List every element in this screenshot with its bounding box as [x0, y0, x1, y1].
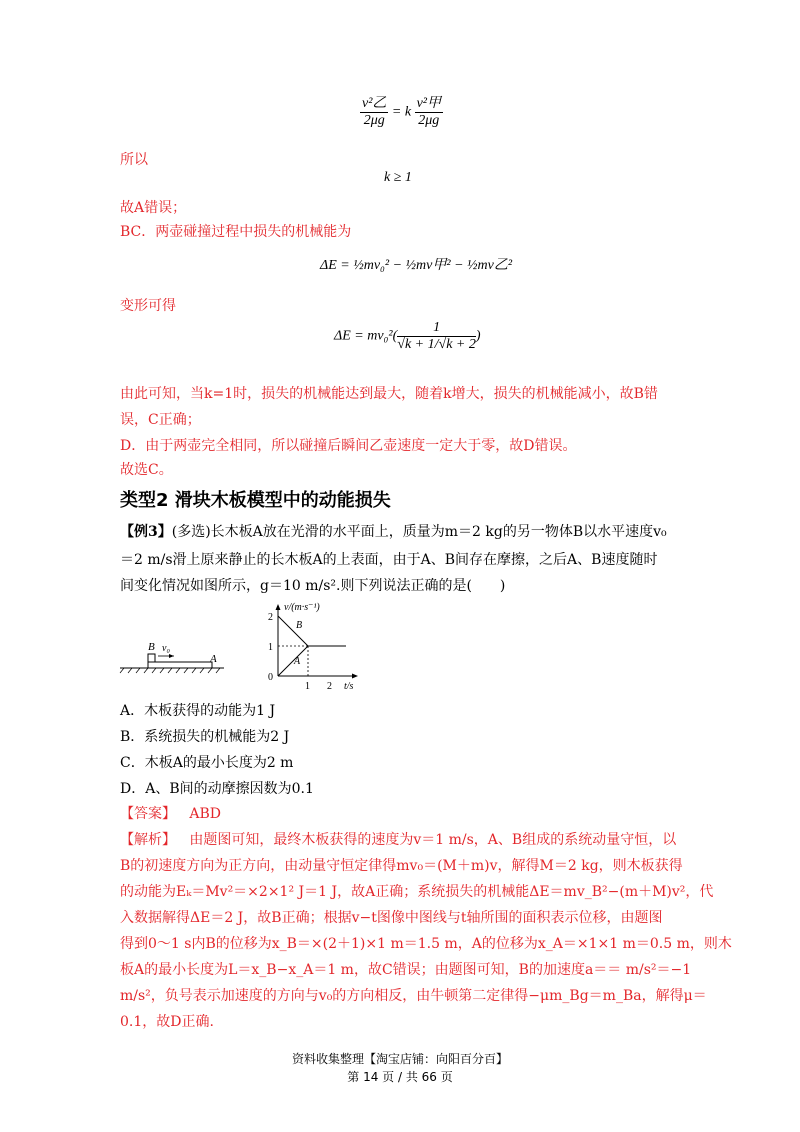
origin-label: 0	[268, 672, 273, 683]
velocity-label: v₀	[162, 643, 170, 654]
curve-a	[278, 646, 308, 676]
analysis-line-7: m/s²，负号表示加速度的方向与v₀的方向相反，由牛顿第二定律得−μm_Bg＝m_Ba，解得μ＝	[120, 988, 707, 1004]
equation-delta-e-transformed	[334, 320, 481, 353]
eq4-suffix: )	[475, 328, 481, 344]
equation-delta-e: ΔE = ½mv₀² − ½mv甲² − ½mv乙²	[320, 258, 513, 273]
curve-b-label: B	[296, 620, 303, 631]
text-conclusion-1: 由此可知，当k=1时，损失的机械能达到最大，随着k增大，损失的机械能减小，故B错	[120, 386, 658, 402]
page-number: 第 14 页 / 共 66 页	[347, 1070, 453, 1084]
section-title: 类型2 滑块木板模型中的动能损失	[120, 490, 391, 511]
eq1-lhs-num: v²乙	[362, 96, 387, 111]
curve-a-label: A	[294, 656, 301, 667]
text-bc-intro: BC．两壶碰撞过程中损失的机械能为	[120, 224, 352, 240]
analysis-text-1: 由题图可知，最终木板获得的速度为v＝1 m/s，A、B组成的系统动量守恒，以	[189, 832, 677, 848]
text-choose-c: 故选C。	[120, 462, 173, 478]
analysis-line-1	[120, 830, 676, 850]
board-a	[148, 662, 212, 668]
analysis-line-8: 0.1，故D正确.	[120, 1014, 214, 1030]
board-a-label: A	[210, 653, 217, 665]
eq4-den: √k + 1/√k + 2	[397, 337, 476, 352]
equation-k-ge-1: k ≥ 1	[384, 170, 412, 185]
eq4-num: 1	[397, 320, 476, 337]
analysis-line-4: 入数据解得ΔE＝2 J，故B正确；根据v−t图像中图线与t轴所围的面积表示位移，由题图	[120, 910, 663, 926]
example-line-3: 间变化情况如图所示，g＝10 m/s².则下列说法正确的是( )	[120, 578, 506, 594]
block-b	[148, 654, 155, 662]
block-b-label: B	[148, 641, 155, 653]
answer-value: ABD	[189, 806, 221, 822]
text-a-wrong: 故A错误；	[120, 200, 187, 216]
eq1-rhs-num: v²甲	[416, 96, 442, 111]
equation-ratio	[360, 96, 443, 129]
answer-tag: 【答案】	[120, 806, 176, 822]
analysis-line-5: 得到0～1 s内B的位移为x_B＝×(2＋1)×1 m＝1.5 m，A的位移为x_A＝×1×1 m＝0.5 m，则木	[120, 936, 732, 952]
option-d: D．A、B间的动摩擦因数为0.1	[120, 781, 314, 797]
ytick-2: 2	[268, 612, 273, 623]
analysis-line-3: 的动能为Eₖ＝Mv²＝×2×1² J＝1 J，故A正确；系统损失的机械能ΔE＝mv_B²−(m＋M)v²，代	[120, 884, 714, 900]
vt-graph	[268, 602, 358, 692]
footer-source: 资料收集整理【淘宝店铺：向阳百分百】	[291, 1052, 508, 1066]
text-suoyi: 所以	[120, 152, 148, 168]
eq1-lhs-den: 2μg	[363, 113, 385, 128]
example-line-2: ＝2 m/s滑上原来静止的长木板A的上表面，由于A、B间存在摩擦，之后A、B速度随时	[120, 552, 658, 568]
x-axis-label: t/s	[344, 681, 354, 692]
analysis-line-6: 板A的最小长度为L＝x_B−x_A＝1 m，故C错误；由题图可知，B的加速度a＝＝ m/s²＝−1	[120, 962, 692, 978]
text-bianxing: 变形可得	[120, 298, 176, 314]
option-c: C．木板A的最小长度为2 m	[120, 755, 294, 771]
example-line-1	[120, 522, 667, 542]
block-board-scene	[120, 641, 224, 673]
analysis-line-2: B的初速度方向为正方向，由动量守恒定律得mv₀＝(M＋m)v，解得M＝2 kg，则木板获得	[120, 858, 683, 874]
eq1-rhs-den: 2μg	[418, 113, 440, 128]
ytick-1: 1	[268, 642, 273, 653]
answer-line	[120, 804, 221, 824]
option-a: A．木板获得的动能为1 J	[120, 703, 276, 719]
problem-figure	[118, 598, 378, 694]
analysis-tag: 【解析】	[120, 832, 176, 848]
text-conclusion-2: 误，C正确；	[120, 412, 201, 428]
eq4-prefix: ΔE = mv₀²(	[334, 328, 398, 344]
example-text-1: (多选)长木板A放在光滑的水平面上，质量为m＝2 kg的另一物体B以水平速度v₀	[171, 524, 667, 540]
eq1-equals-k: = k	[391, 104, 412, 120]
text-option-d-analysis: D．由于两壶完全相同，所以碰撞后瞬间乙壶速度一定大于零，故D错误。	[120, 438, 577, 454]
xtick-1: 1	[305, 681, 310, 692]
option-b: B．系统损失的机械能为2 J	[120, 729, 290, 745]
y-axis-label: v/(m·s⁻¹)	[284, 602, 320, 613]
curve-b	[278, 616, 308, 646]
example-tag: 【例3】	[120, 524, 172, 540]
xtick-2: 2	[327, 681, 332, 692]
